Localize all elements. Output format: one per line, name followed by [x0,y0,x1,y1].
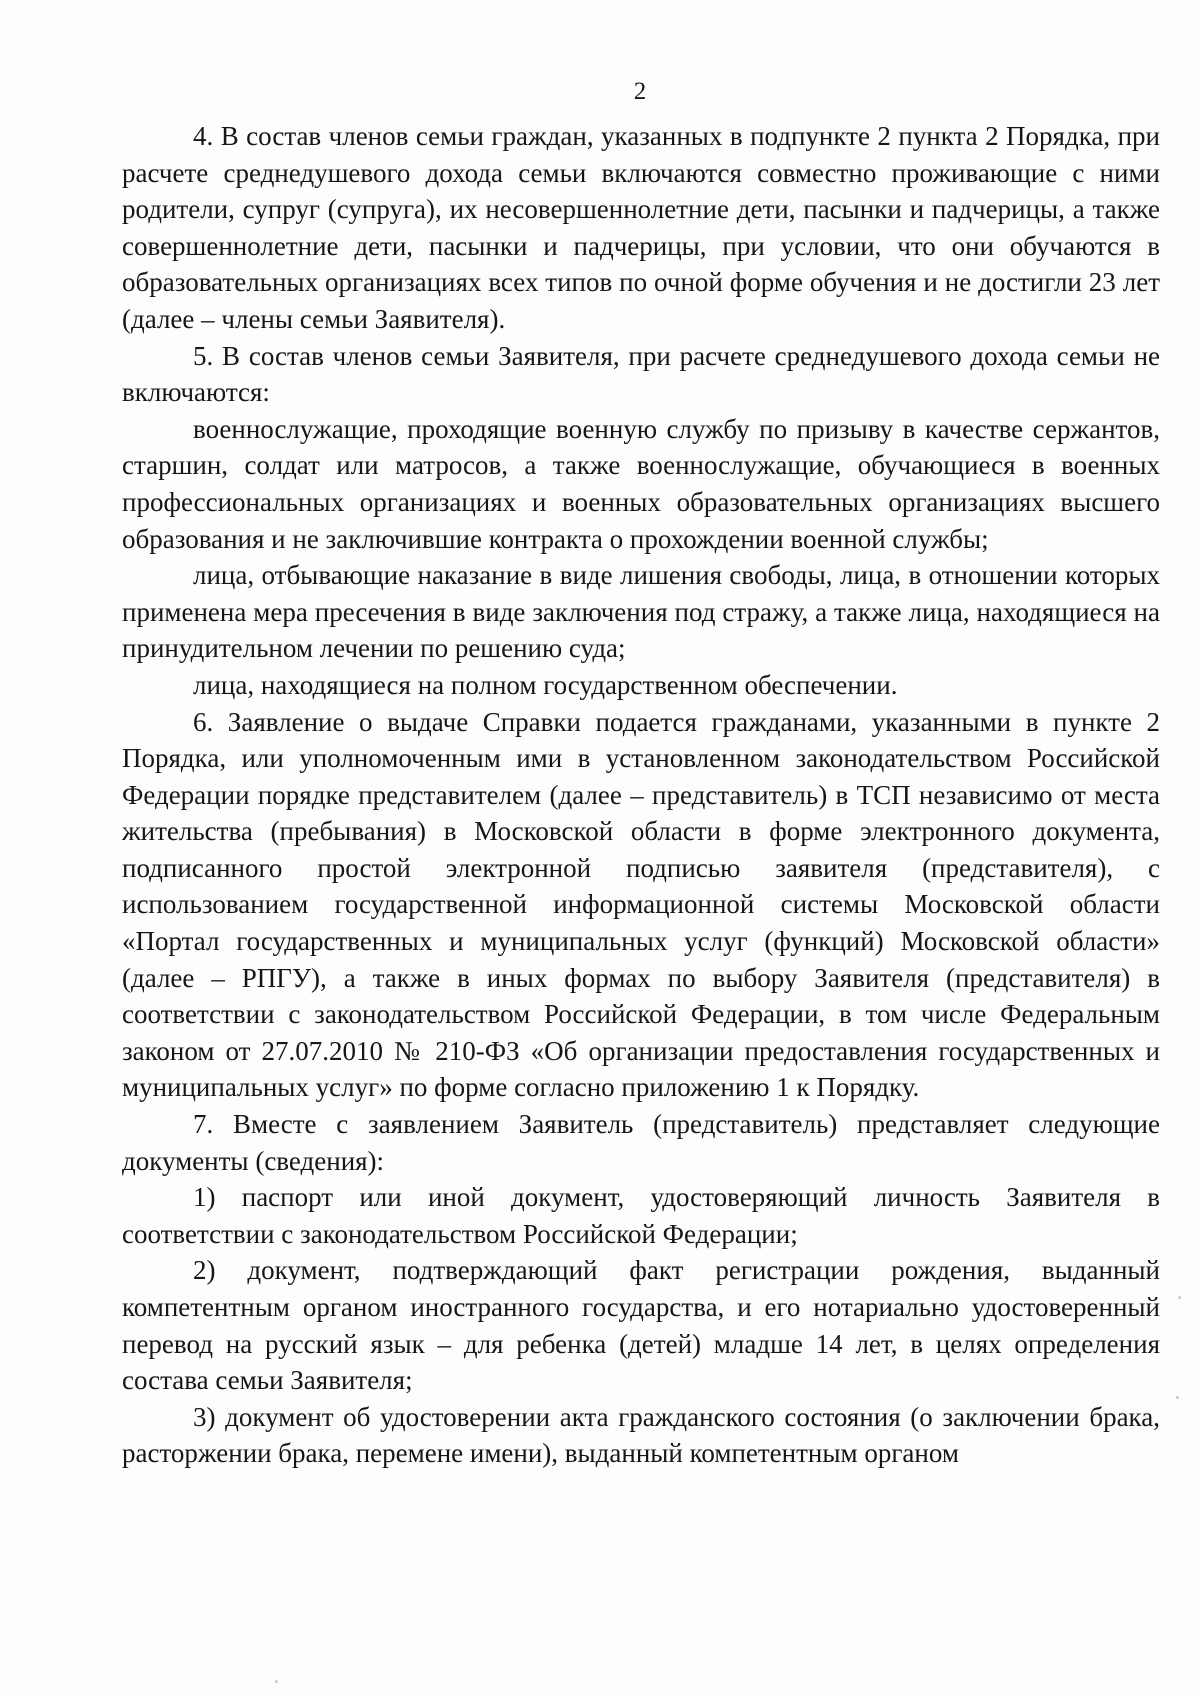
scan-speck [1176,1396,1179,1399]
scan-speck [275,1680,278,1683]
paragraph-item-5: 5. В состав членов семьи Заявителя, при расчете среднедушевого дохода семьи не включаются: [122,340,1160,408]
paragraph-item-6: 6. Заявление о выдаче Справки подается гражданами, указанными в пункте 2 Порядка, или уполномоченным ими в установленном законодательством Российской Федерации порядке представителем (далее – представитель) в ТСП независимо от места жительства (пребывания) в Московской области в форме электронного документа, подписанного простой электронной подписью заявителя (представителя), с использованием государственной информационной системы Московской области «Портал государственных и муниципальных услуг (функций) Московской области» (далее – РПГУ), а также в иных формах по выбору Заявителя (представителя) в соответствии с законодательством Российской Федерации, в том числе Федеральным законом от 27.07.2010 № 210-ФЗ «Об организации предоставления государственных и муниципальных услуг» по форме согласно приложению 1 к Порядку. [122,706,1160,1103]
paragraph-persons-imprisoned: лица, отбывающие наказание в виде лишения свободы, лица, в отношении которых применена мера пресечения в виде заключения под стражу, а также лица, находящиеся на принудительном лечении по решению суда; [122,560,1160,664]
document-body [122,118,1160,1472]
scan-speck [1178,1296,1181,1299]
paragraph-item-7: 7. Вместе с заявлением Заявитель (представитель) представляет следующие документы (сведения): [122,1109,1160,1176]
list-item-1: 1) паспорт или иной документ, удостоверяющий личность Заявителя в соответствии с законодательством Российской Федерации; [122,1182,1160,1249]
paragraph-military-servicemen: военнослужащие, проходящие военную службу по призыву в качестве сержантов, старшин, солдат или матросов, а также военнослужащие, обучающиеся в военных профессиональных организациях и военных образовательных организациях высшего образования и не заключившие контракта о прохождении военной службы; [122,413,1160,554]
paragraph-persons-state-support: лица, находящиеся на полном государственном обеспечении. [193,669,898,700]
list-item-2: 2) документ, подтверждающий факт регистрации рождения, выданный компетентным органом иностранного государства, и его нотариально удостоверенный перевод на русский язык – для ребенка (детей) младше 14 лет, в целях определения состава семьи Заявителя; [122,1255,1160,1396]
list-item-3: 3) документ об удостоверении акта гражданского состояния (о заключении брака, расторжении брака, перемене имени), выданный компетентным органом [122,1401,1160,1469]
paragraph-item-4: 4. В состав членов семьи граждан, указанных в подпункте 2 пункта 2 Порядка, при расчете среднедушевого дохода семьи включаются совместно проживающие с ними родители, супруг (супруга), их несовершеннолетние дети, пасынки и падчерицы, а также совершеннолетние дети, пасынки и падчерицы, при условии, что они обучаются в образовательных организациях всех типов по очной форме обучения и не достигли 23 лет (далее – члены семьи Заявителя). [122,121,1160,334]
page-number: 2 [633,78,647,105]
